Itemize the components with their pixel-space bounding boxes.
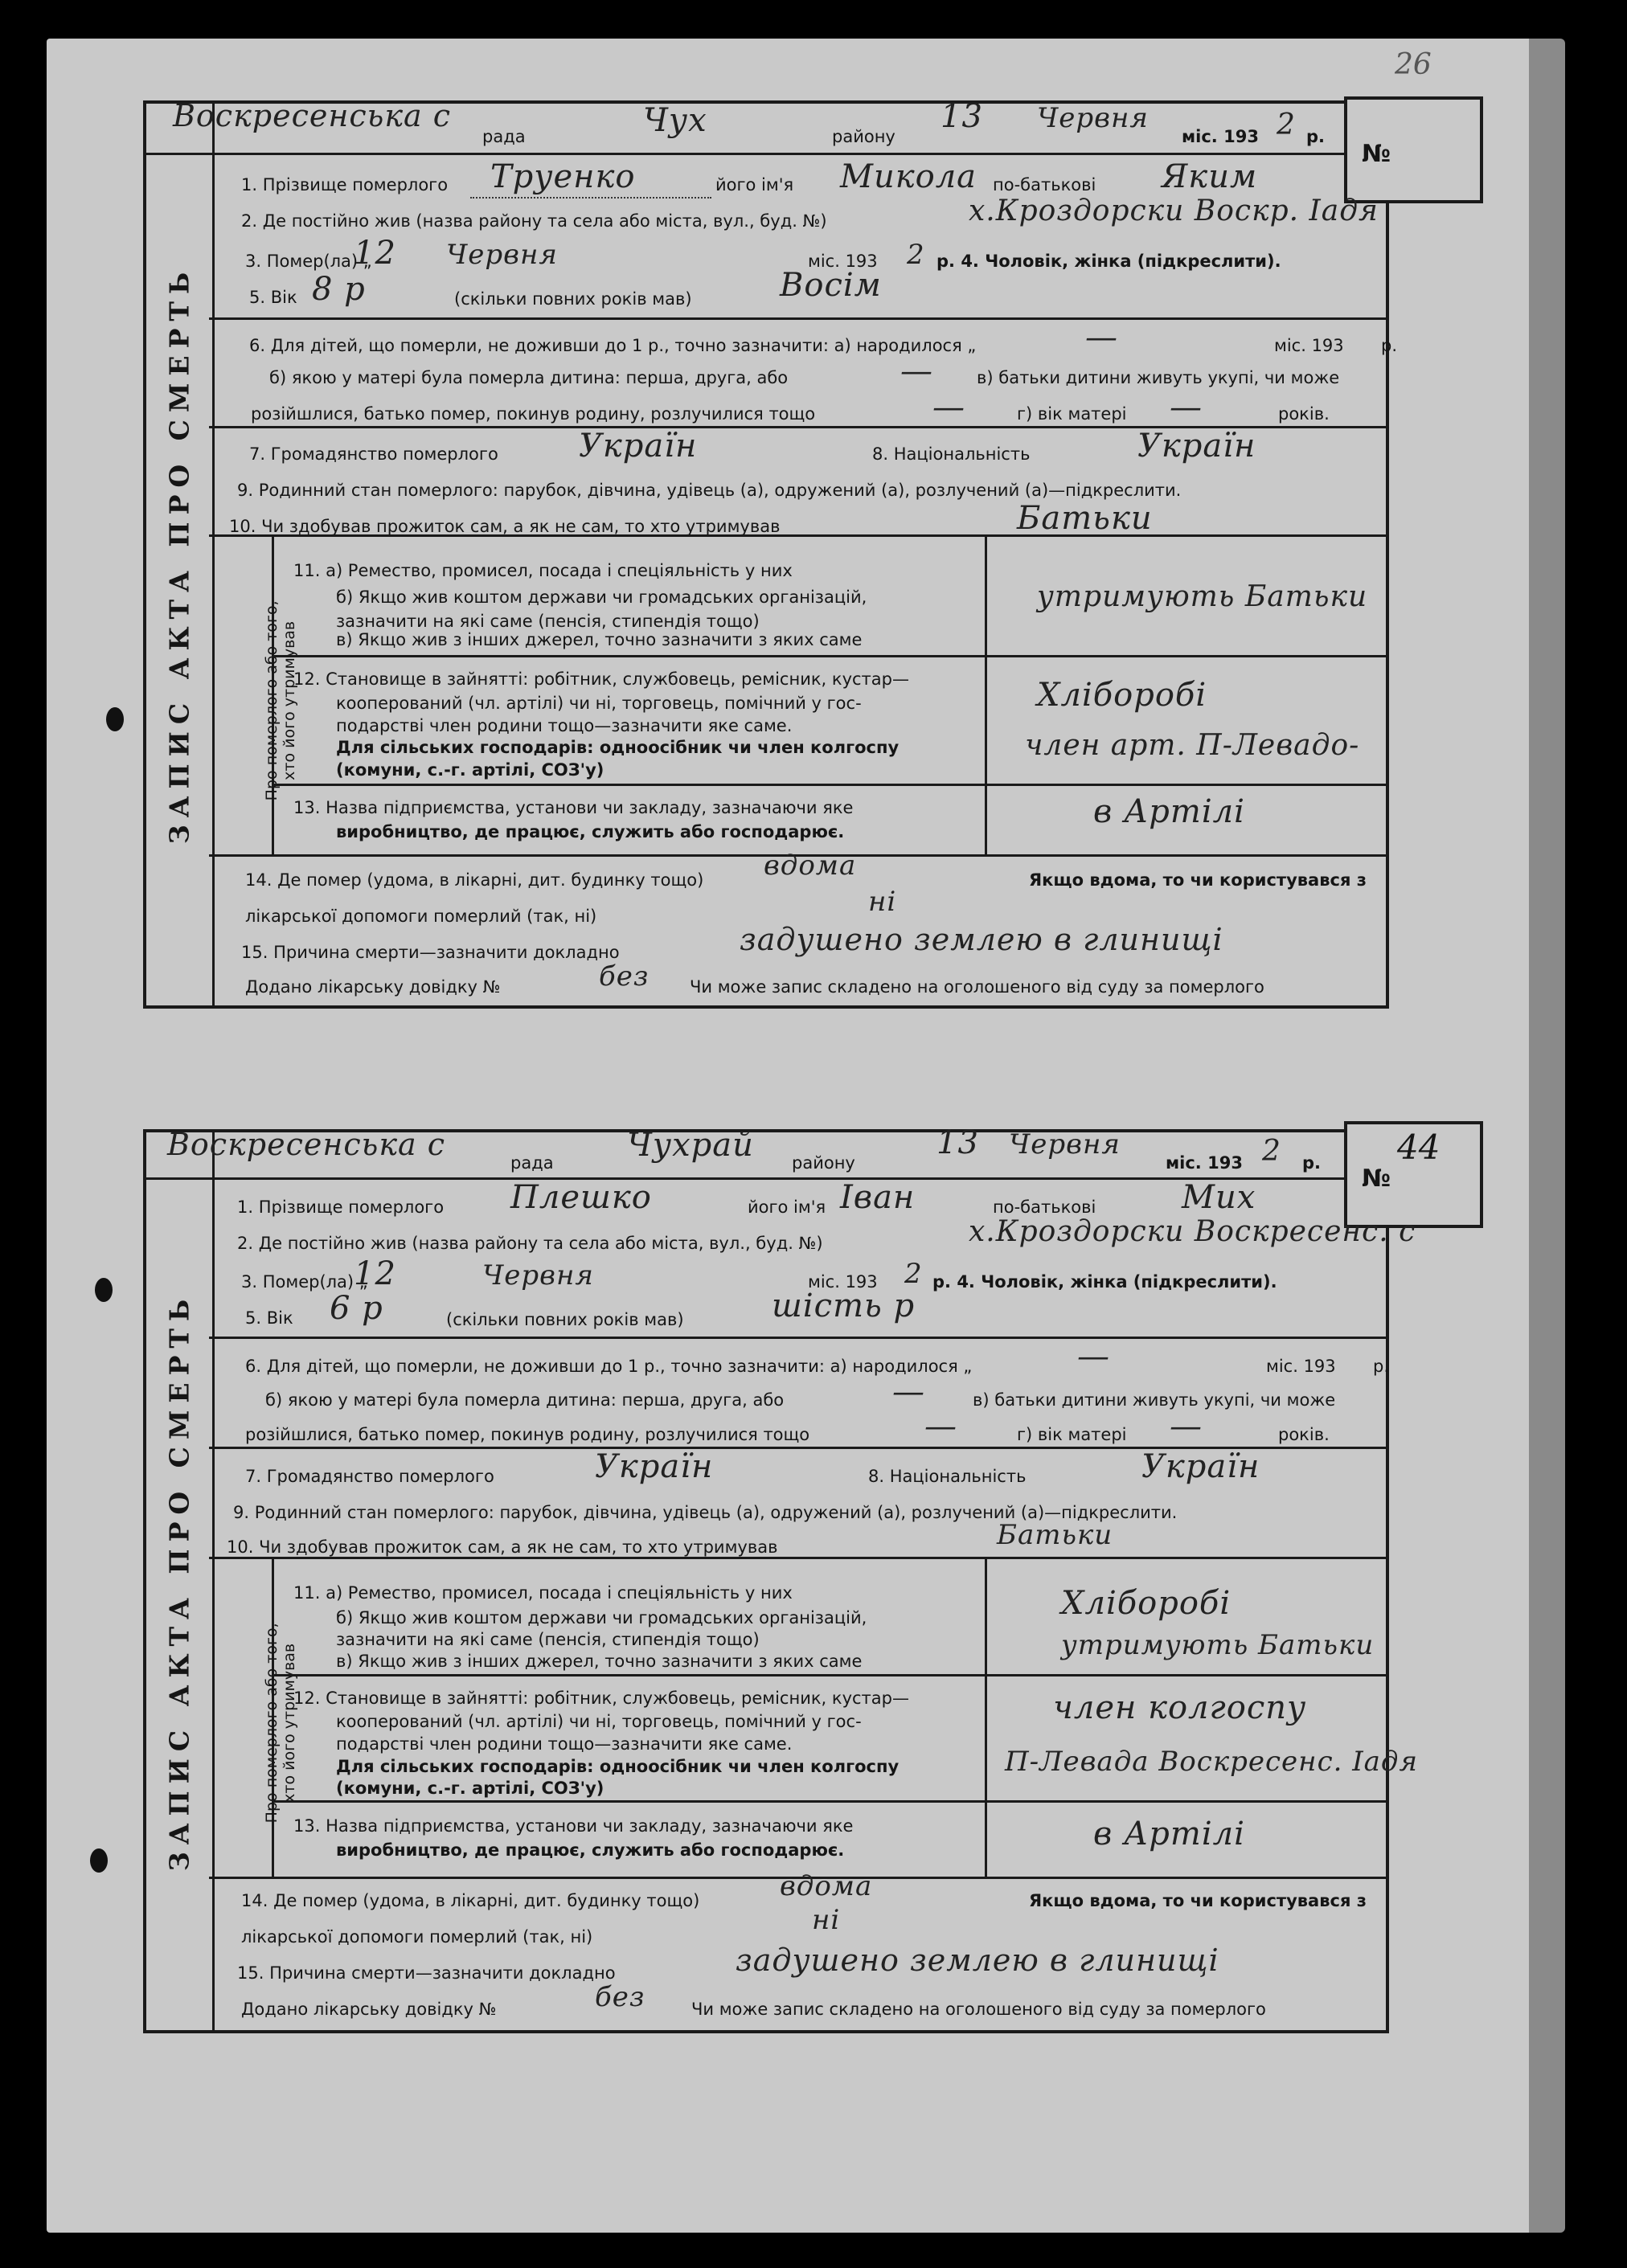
age-value: 6 р bbox=[330, 1290, 383, 1327]
cause-label: 15. Причина смерти—зазначити докладно bbox=[241, 943, 620, 962]
divider bbox=[145, 153, 1345, 155]
mother-age-label: г) вік матері bbox=[1017, 404, 1127, 424]
occupation-value-2: утримують Батьки bbox=[1061, 1629, 1375, 1661]
rada-value: Воскресенська с bbox=[173, 98, 452, 133]
age-note: (скільки повних років мав) bbox=[446, 1310, 684, 1329]
divider bbox=[985, 534, 987, 856]
death-date-label: 3. Помер(ла) „ bbox=[241, 1272, 368, 1292]
f12c-label: подарстві член родини тощо—зазначити яке саме. bbox=[336, 1734, 793, 1754]
f12a-label: 12. Становище в зайнятті: робітник, службовець, ремісник, кустар— bbox=[293, 1689, 909, 1708]
cause-value: задушено землею в глинищі bbox=[736, 1943, 1219, 1978]
f11b-label: б) Якщо жив коштом держави чи громадських організацій, bbox=[336, 1608, 867, 1627]
citizenship-value: Україн bbox=[579, 428, 698, 465]
month-year-label: міс. 193 bbox=[1166, 1153, 1243, 1173]
enterprise-value: в Артілі bbox=[1093, 793, 1245, 830]
occupation-value-1: Хліборобі bbox=[1061, 1585, 1232, 1622]
date-month: Червня bbox=[1009, 1128, 1121, 1161]
child-order-label: б) якою у матері була померла дитина: перша, друга, або bbox=[265, 1390, 785, 1410]
f11c-label: зазначити на які саме (пенсія, стипендія тощо) bbox=[336, 1630, 760, 1649]
name-label: його ім'я bbox=[715, 175, 794, 194]
patronymic-label: по-батькові bbox=[993, 175, 1096, 194]
divider bbox=[272, 1674, 1387, 1676]
certificate-label: Додано лікарську довідку № bbox=[245, 977, 501, 997]
occupation-value: утримують Батьки bbox=[1037, 580, 1368, 613]
divider bbox=[985, 1557, 987, 1878]
record-number-box-1: № bbox=[1344, 96, 1483, 203]
parents-status-label: розійшлися, батько помер, покинув родину, розлучилися тощо bbox=[251, 404, 816, 424]
parents-label: в) батьки дитини живуть укупі, чи може bbox=[973, 1390, 1336, 1410]
citizenship-value: Україн bbox=[595, 1448, 714, 1485]
f11c-label: зазначити на які саме (пенсія, стипендія тощо) bbox=[336, 612, 760, 631]
f11b-label: б) Якщо жив коштом держави чи громадських організацій, bbox=[336, 587, 867, 607]
born-year-suffix: р. bbox=[1373, 1357, 1390, 1376]
marital-label: 9. Родинний стан померлого: парубок, дівчина, удівець (а), одружений (а), розлучений (а)—підкреслити. bbox=[233, 1503, 1178, 1522]
death-month-value: Червня bbox=[446, 239, 558, 271]
f13a-label: 13. Назва підприємства, установи чи закладу, зазначаючи яке bbox=[293, 798, 854, 817]
year-suffix: р. bbox=[1302, 1153, 1322, 1173]
supported-label: 10. Чи здобував прожиток сам, а як не сам, то хто утримував bbox=[229, 517, 781, 536]
divider bbox=[209, 1557, 1387, 1559]
dotted-line bbox=[470, 197, 711, 199]
death-day-value: 12 bbox=[354, 235, 396, 272]
divider bbox=[272, 655, 1387, 657]
sex-label: р. 4. Чоловік, жінка (підкреслити). bbox=[932, 1272, 1277, 1292]
punch-hole bbox=[95, 1278, 113, 1302]
residence-value: х.Кроздорски Воскр. Іадя bbox=[969, 194, 1379, 227]
name-label: його ім'я bbox=[748, 1197, 826, 1217]
parents-status-value: — bbox=[924, 1408, 957, 1445]
age-note: (скільки повних років мав) bbox=[454, 289, 692, 309]
raion-label: району bbox=[792, 1153, 855, 1173]
year-suffix: р. bbox=[1306, 127, 1326, 146]
medical-label: Якщо вдома, то чи користувався з bbox=[1029, 870, 1367, 890]
death-year-label: міс. 193 bbox=[808, 252, 878, 271]
certificate-value: без bbox=[599, 960, 650, 993]
child-order-value: — bbox=[900, 353, 933, 390]
death-year-value: 2 bbox=[904, 1258, 923, 1290]
child-order-label: б) якою у матері була померла дитина: перша, друга, або bbox=[269, 368, 789, 387]
age-words-value: Восім bbox=[780, 267, 882, 304]
certificate-label: Додано лікарську довідку № bbox=[241, 2000, 497, 2019]
divider bbox=[209, 317, 1387, 320]
f13a-label: 13. Назва підприємства, установи чи закладу, зазначаючи яке bbox=[293, 1816, 854, 1836]
born-month-label: міс. 193 bbox=[1266, 1357, 1336, 1376]
supported-label: 10. Чи здобував прожиток сам, а як не сам, то хто утримував bbox=[227, 1537, 778, 1557]
born-label: 6. Для дітей, що померли, не доживши до 1 р., точно зазначити: а) народилося „ bbox=[245, 1357, 973, 1376]
f12b-label: кооперований (чл. артілі) чи ні, торговець, помічний у гос- bbox=[336, 1712, 862, 1731]
death-year-label: міс. 193 bbox=[808, 1272, 878, 1292]
years-label: років. bbox=[1278, 1425, 1330, 1444]
certificate-value: без bbox=[595, 1981, 645, 2013]
years-label: років. bbox=[1278, 404, 1330, 424]
surname-value: Плешко bbox=[510, 1179, 652, 1216]
f11a-label: 11. а) Ремество, промисел, посада і спеціяльність у них bbox=[293, 1583, 793, 1603]
death-month-value: Червня bbox=[482, 1259, 594, 1292]
month-year-label: міс. 193 bbox=[1182, 127, 1259, 146]
f13b-label: виробництво, де працює, служить або господарює. bbox=[336, 1840, 845, 1860]
f13b-label: виробництво, де працює, служить або господарює. bbox=[336, 822, 845, 841]
marital-label: 9. Родинний стан померлого: парубок, дівчина, удівець (а), одружений (а), розлучений (а)—підкреслити. bbox=[237, 481, 1182, 500]
f11a-label: 11. а) Ремество, промисел, посада і спеціяльність у них bbox=[293, 561, 793, 580]
date-day: 13 bbox=[941, 98, 983, 135]
citizenship-label: 7. Громадянство померлого bbox=[245, 1467, 494, 1486]
f11d-label: в) Якщо жив з інших джерел, точно зазначити з яких саме bbox=[336, 630, 863, 649]
f12c-label: подарстві член родини тощо—зазначити яке саме. bbox=[336, 716, 793, 735]
record-number-box-2: № 44 bbox=[1344, 1121, 1483, 1228]
form-side-title: ЗАПИС АКТА ПРО СМЕРТЬ bbox=[146, 104, 215, 1005]
sex-label: р. 4. Чоловік, жінка (підкреслити). bbox=[936, 252, 1281, 271]
age-label: 5. Вік bbox=[245, 1308, 293, 1328]
residence-label: 2. Де постійно жив (назва району та села або міста, вул., буд. №) bbox=[241, 211, 827, 231]
corner-mark: 26 bbox=[1395, 48, 1432, 81]
parents-label: в) батьки дитини живуть укупі, чи може bbox=[977, 368, 1340, 387]
residence-label: 2. Де постійно жив (назва району та села або міста, вул., буд. №) bbox=[237, 1234, 823, 1253]
employment-value-1: член колгоспу bbox=[1053, 1689, 1307, 1726]
medical-value: ні bbox=[868, 886, 897, 918]
employment-value-2: П-Левада Воскресенс. Іадя bbox=[1005, 1746, 1418, 1778]
f12d-label: Для сільських господарів: одноосібник чи член колгоспу bbox=[336, 738, 900, 757]
court-label: Чи може запис складено на оголошеного від суду за померлого bbox=[691, 2000, 1266, 2019]
rada-label: рада bbox=[482, 127, 526, 146]
divider bbox=[272, 1800, 1387, 1803]
death-day-value: 12 bbox=[354, 1255, 396, 1292]
raion-label: району bbox=[832, 127, 895, 146]
rada-label: рада bbox=[510, 1153, 554, 1173]
rada-value: Воскресенська с bbox=[167, 1127, 446, 1162]
surname-value: Труенко bbox=[490, 158, 636, 195]
death-place-label: 14. Де помер (удома, в лікарні, дит. будинку тощо) bbox=[245, 870, 704, 890]
punch-hole bbox=[106, 707, 124, 731]
death-year-value: 2 bbox=[907, 239, 925, 271]
raion-value: Чух bbox=[643, 102, 707, 139]
parents-status-label: розійшлися, батько помер, покинув родину, розлучилися тощо bbox=[245, 1425, 810, 1444]
f12d-label: Для сільських господарів: одноосібник чи член колгоспу bbox=[336, 1757, 900, 1776]
f12e-label: (комуни, с.-г. артілі, СОЗ'у) bbox=[336, 760, 604, 780]
vertical-caption: Про померлого або того, хто його утримував bbox=[263, 1623, 298, 1824]
page-edge bbox=[1529, 39, 1565, 2233]
medical-value: ні bbox=[812, 1904, 841, 1936]
parents-status-value: — bbox=[932, 389, 965, 426]
death-date-label: 3. Помер(ла) „ bbox=[245, 252, 372, 271]
nationality-label: 8. Національність bbox=[868, 1467, 1027, 1486]
vertical-caption: Про померлого або того, хто його утримував bbox=[263, 600, 298, 801]
f11d-label: в) Якщо жив з інших джерел, точно зазначити з яких саме bbox=[336, 1652, 863, 1671]
nationality-value: Україн bbox=[1141, 1448, 1260, 1485]
court-label: Чи може запис складено на оголошеного від суду за померлого bbox=[690, 977, 1264, 997]
mother-age-value: — bbox=[1170, 389, 1203, 426]
nationality-value: Україн bbox=[1137, 428, 1256, 465]
born-month-label: міс. 193 bbox=[1274, 336, 1344, 355]
nationality-label: 8. Національність bbox=[872, 444, 1031, 464]
patronymic-label: по-батькові bbox=[993, 1197, 1096, 1217]
born-value: — bbox=[1077, 1338, 1110, 1375]
age-label: 5. Вік bbox=[249, 288, 297, 307]
date-year: 2 bbox=[1262, 1135, 1281, 1168]
f12b-label: кооперований (чл. артілі) чи ні, торговець, помічний у гос- bbox=[336, 694, 862, 713]
citizenship-label: 7. Громадянство померлого bbox=[249, 444, 498, 464]
medical-label-2: лікарської допомоги померлий (так, ні) bbox=[241, 1927, 593, 1947]
death-place-value: вдома bbox=[764, 849, 857, 882]
mother-age-value: — bbox=[1170, 1408, 1203, 1445]
employment-value-2: член арт. П-Левадо- bbox=[1025, 729, 1360, 762]
f12a-label: 12. Становище в зайнятті: робітник, службовець, ремісник, кустар— bbox=[293, 669, 909, 689]
date-month: Червня bbox=[1037, 102, 1149, 134]
form-side-title: ЗАПИС АКТА ПРО СМЕРТЬ bbox=[146, 1132, 215, 2030]
born-year-suffix: р. bbox=[1381, 336, 1398, 355]
child-order-value: — bbox=[892, 1373, 925, 1410]
age-words-value: шість р bbox=[772, 1288, 916, 1324]
name-value: Іван bbox=[840, 1179, 916, 1216]
age-value: 8 р bbox=[312, 271, 366, 308]
cause-value: задушено землею в глинищі bbox=[740, 922, 1223, 957]
supported-value: Батьки bbox=[1017, 500, 1153, 537]
born-value: — bbox=[1085, 319, 1118, 356]
surname-label: 1. Прізвище померлого bbox=[241, 175, 449, 194]
date-year: 2 bbox=[1277, 108, 1296, 141]
employment-value-1: Хліборобі bbox=[1037, 677, 1207, 714]
medical-label-2: лікарської допомоги померлий (так, ні) bbox=[245, 907, 597, 926]
date-day: 13 bbox=[936, 1124, 979, 1161]
divider bbox=[209, 534, 1387, 537]
patronymic-value: Яким bbox=[1162, 158, 1258, 195]
supported-value: Батьки bbox=[997, 1519, 1113, 1551]
cause-label: 15. Причина смерти—зазначити докладно bbox=[237, 1963, 616, 1983]
mother-age-label: г) вік матері bbox=[1017, 1425, 1127, 1444]
residence-value: х.Кроздорски Воскресенс. с bbox=[969, 1215, 1416, 1248]
raion-value: Чухрай bbox=[627, 1127, 754, 1164]
name-value: Микола bbox=[840, 158, 977, 195]
divider bbox=[272, 784, 1387, 786]
divider bbox=[145, 1177, 1345, 1180]
death-place-value: вдома bbox=[780, 1870, 873, 1902]
patronymic-value: Мих bbox=[1182, 1179, 1256, 1216]
f12e-label: (комуни, с.-г. артілі, СОЗ'у) bbox=[336, 1779, 604, 1798]
surname-label: 1. Прізвище померлого bbox=[237, 1197, 445, 1217]
punch-hole bbox=[90, 1848, 108, 1873]
divider bbox=[209, 1337, 1387, 1339]
born-label: 6. Для дітей, що померли, не доживши до 1 р., точно зазначити: а) народилося „ bbox=[249, 336, 977, 355]
death-place-label: 14. Де помер (удома, в лікарні, дит. будинку тощо) bbox=[241, 1891, 700, 1910]
medical-label: Якщо вдома, то чи користувався з bbox=[1029, 1891, 1367, 1910]
enterprise-value: в Артілі bbox=[1093, 1816, 1245, 1852]
